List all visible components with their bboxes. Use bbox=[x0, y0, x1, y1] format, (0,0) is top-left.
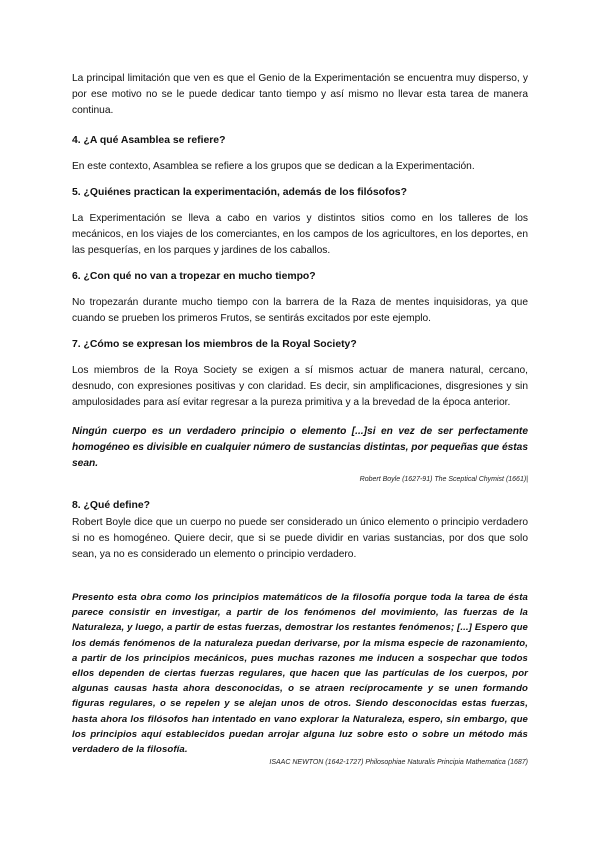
question-4-heading: 4. ¿A qué Asamblea se refiere? bbox=[72, 135, 226, 146]
question-5-heading: 5. ¿Quiénes practican la experimentación, además de los filósofos? bbox=[72, 187, 407, 198]
question-8-heading: 8. ¿Qué define? bbox=[72, 500, 150, 511]
question-7-answer: Los miembros de la Roya Society se exigen a sí mismos actuar de manera natural, cercano, desnudo, con expresiones positivas y con claridad. Es decir, sin amplificaciones, disgresiones y sin ampulosidades para así evitar regresar a la pureza primitiva y a la brevedad de la época anterior. bbox=[72, 365, 528, 408]
boyle-quote: Ningún cuerpo es un verdadero principio o elemento [...]si en vez de ser perfectamente homogéneo es divisible en cualquier número de sustancias distintas, por pequeñas que éstas sean. bbox=[72, 426, 528, 469]
intro-paragraph: La principal limitación que ven es que el Genio de la Experimentación se encuentra muy disperso, y por ese motivo no se le puede dedicar tanto tiempo y así mismo no llevar esta tarea de manera continua. bbox=[72, 73, 528, 116]
page-content bbox=[72, 71, 528, 768]
question-4-answer: En este contexto, Asamblea se refiere a los grupos que se dedican a la Experimentación. bbox=[72, 161, 475, 172]
question-5-answer: La Experimentación se lleva a cabo en varios y distintos sitios como en los talleres de los mecánicos, en los viajes de los comerciantes, en los campos de los agricultores, en los deportes, en las pesquerías, en los parques y jardines de los caballos. bbox=[72, 213, 528, 256]
question-8-answer: Robert Boyle dice que un cuerpo no puede ser considerado un único elemento o principio verdadero si no es homogéneo. Quiere decir, que si se puede dividir en varias sustancias, por dos que solo sean, ya no es considerado un elemento o principio verdadero. bbox=[72, 517, 528, 560]
question-6-heading: 6. ¿Con qué no van a tropezar en mucho tiempo? bbox=[72, 271, 316, 282]
newton-citation: ISAAC NEWTON (1642-1727) Philosophiae Naturalis Principia Mathematica (1687) bbox=[269, 759, 528, 767]
newton-quote: Presento esta obra como los principios matemáticos de la filosofía porque toda la tarea de ésta parece consistir en investigar, a partir de los fenómenos del movimiento, las fuerzas de la Naturaleza, y luego, a partir de estas fuerzas, demostrar los restantes fenómenos; [...] Espero que los demás fenómenos de la naturaleza puedan derivarse, por la misma especie de razonamiento, a partir de los principios mecánicos, pues muchas razones me inducen a sospechar que todos ellos dependen de ciertas fuerzas regulares, que hacen que las partículas de los cuerpos, por algunas causas hasta ahora desconocidas, o se atraen recíprocamente y se unen formando figuras regulares, o se repelen y se alejan unos de otros. Siendo desconocidas estas fuerzas, hasta ahora los filósofos han intentado en vano explorar la Naturaleza, espero, sin embargo, que los principios aquí establecidos puedan arrojar alguna luz sobre esto o sobre un método más verdadero de la filosofía. bbox=[72, 592, 528, 756]
question-7-heading: 7. ¿Cómo se expresan los miembros de la Royal Society? bbox=[72, 339, 357, 350]
question-6-answer: No tropezarán durante mucho tiempo con la barrera de la Raza de mentes inquisidoras, ya que cuando se prueben los primeros Frutos, se sentirás excitados por este ejemplo. bbox=[72, 297, 528, 324]
boyle-citation: Robert Boyle (1627-91) The Sceptical Chymist (1661)| bbox=[359, 476, 528, 483]
